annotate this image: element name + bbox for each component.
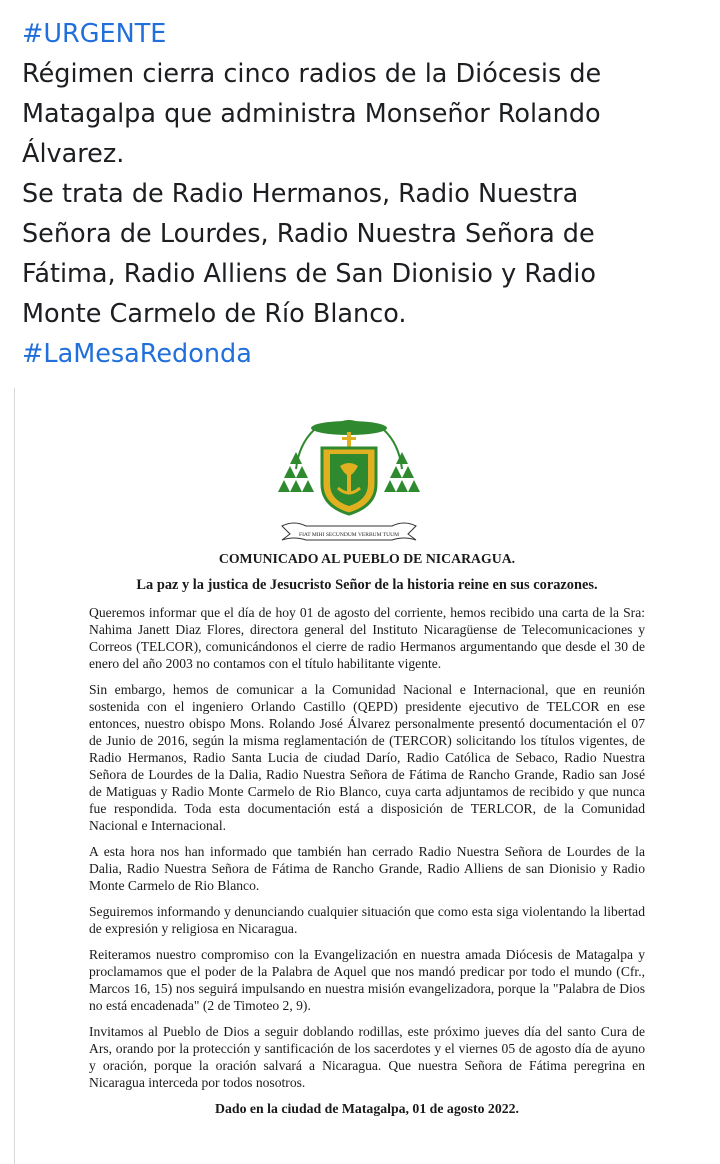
document-image[interactable] [14, 388, 720, 1164]
hashtag-urgente[interactable]: #URGENTE [22, 19, 167, 49]
crest-motto: FIAT MIHI SECUNDUM VERBUM TUUM [299, 532, 399, 538]
document-paragraph-4: Seguiremos informando y denunciando cualquier situación que como esta siga violentando la libertad de expresión y religiosa en Nicaragua. [89, 904, 645, 936]
post-line-1: Régimen cierra cinco radios de la Diócesis de [22, 59, 602, 89]
post-line-2: Matagalpa que administra Monseñor Rolando [22, 99, 601, 129]
document-paragraph-6: Invitamos al Pueblo de Dios a seguir doblando rodillas, este próximo jueves día del santo Cura de Ars, orando por la protección y santificación de los sacerdotes y el viernes 05 de agosto día de ayuno y oración, porque la oración salvará a Nicaragua. Que nuestra Señora de Fátima peregrina en Nicaragua interceda por todos nosotros. [89, 1024, 645, 1090]
post-line-5: Señora de Lourdes, Radio Nuestra Señora de [22, 219, 595, 249]
document-text [89, 550, 645, 1117]
document-paragraph-1: Queremos informar que el día de hoy 01 de agosto del corriente, hemos recibido una carta de la Sra: Nahima Janett Diaz Flores, directora general del Instituto Nicaragüense de Telecomunicaciones y Correos (TELCOR), comunicándonos el cierre de radio Hermanos argumentando que desde el 30 de enero del año 2003 no contamos con el título habilitante vigente. [89, 605, 645, 671]
post-line-7: Monte Carmelo de Río Blanco. [22, 299, 407, 329]
post-line-4: Se trata de Radio Hermanos, Radio Nuestra [22, 179, 579, 209]
hashtag-lamesaredonda[interactable]: #LaMesaRedonda [22, 339, 252, 369]
document-closing: Dado en la ciudad de Matagalpa, 01 de agosto 2022. [215, 1101, 519, 1116]
document-title: COMUNICADO AL PUEBLO DE NICARAGUA. [218, 551, 516, 566]
diocese-coat-of-arms-icon [274, 414, 424, 544]
document-subtitle: La paz y la justica de Jesucristo Señor de la historia reine en sus corazones. [136, 577, 598, 593]
post-line-6: Fátima, Radio Alliens de San Dionisio y Radio [22, 259, 596, 289]
post-line-3: Álvarez. [22, 139, 125, 169]
document-paragraph-5: Reiteramos nuestro compromiso con la Evangelización en nuestra amada Diócesis de Matagalpa y proclamamos que el poder de la Palabra de Aquel que nos mandó predicar por todo el mundo (Cfr., Marcos 16, 15) nos seguirá impulsando en nuestra misión evangelizadora, porque la "Palabra de Dios no está encadenada" (2 de Timoteo 2, 9). [89, 947, 645, 1013]
document-paragraph-3: A esta hora nos han informado que también han cerrado Radio Nuestra Señora de Lourdes de la Dalia, Radio Nuestra Señora de Fátima de Rancho Grande, Radio Alliens de san Dionisio y Radio Monte Carmelo de Rio Blanco. [89, 844, 645, 893]
document-paragraph-2: Sin embargo, hemos de comunicar a la Comunidad Nacional e Internacional, que en reunión sostenida con el ingeniero Orlando Castillo (QEPD) presidente ejecutivo de TELCOR en ese entonces, nuestro obispo Mons. Rolando José Álvarez personalmente presentó documentación el 07 de Junio de 2016, según la misma reglamentación de (TERCOR) solicitando los títulos vigentes, de Radio Hermanos, Radio Santa Lucia de ciudad Darío, Radio Católica de Sebaco, Radio Nuestra Señora de Lourdes de la Dalia, Radio Nuestra Señora de Fátima de Rancho Grande, Radio san José de Matiguas y Radio Monte Carmelo de Rio Blanco, cuya carta adjuntamos de recibido y que nunca fue respondida. Toda esta documentación está a disposición de TERLCOR, de la Comunidad Nacional e Internacional. [89, 682, 645, 833]
post-text [22, 14, 712, 374]
